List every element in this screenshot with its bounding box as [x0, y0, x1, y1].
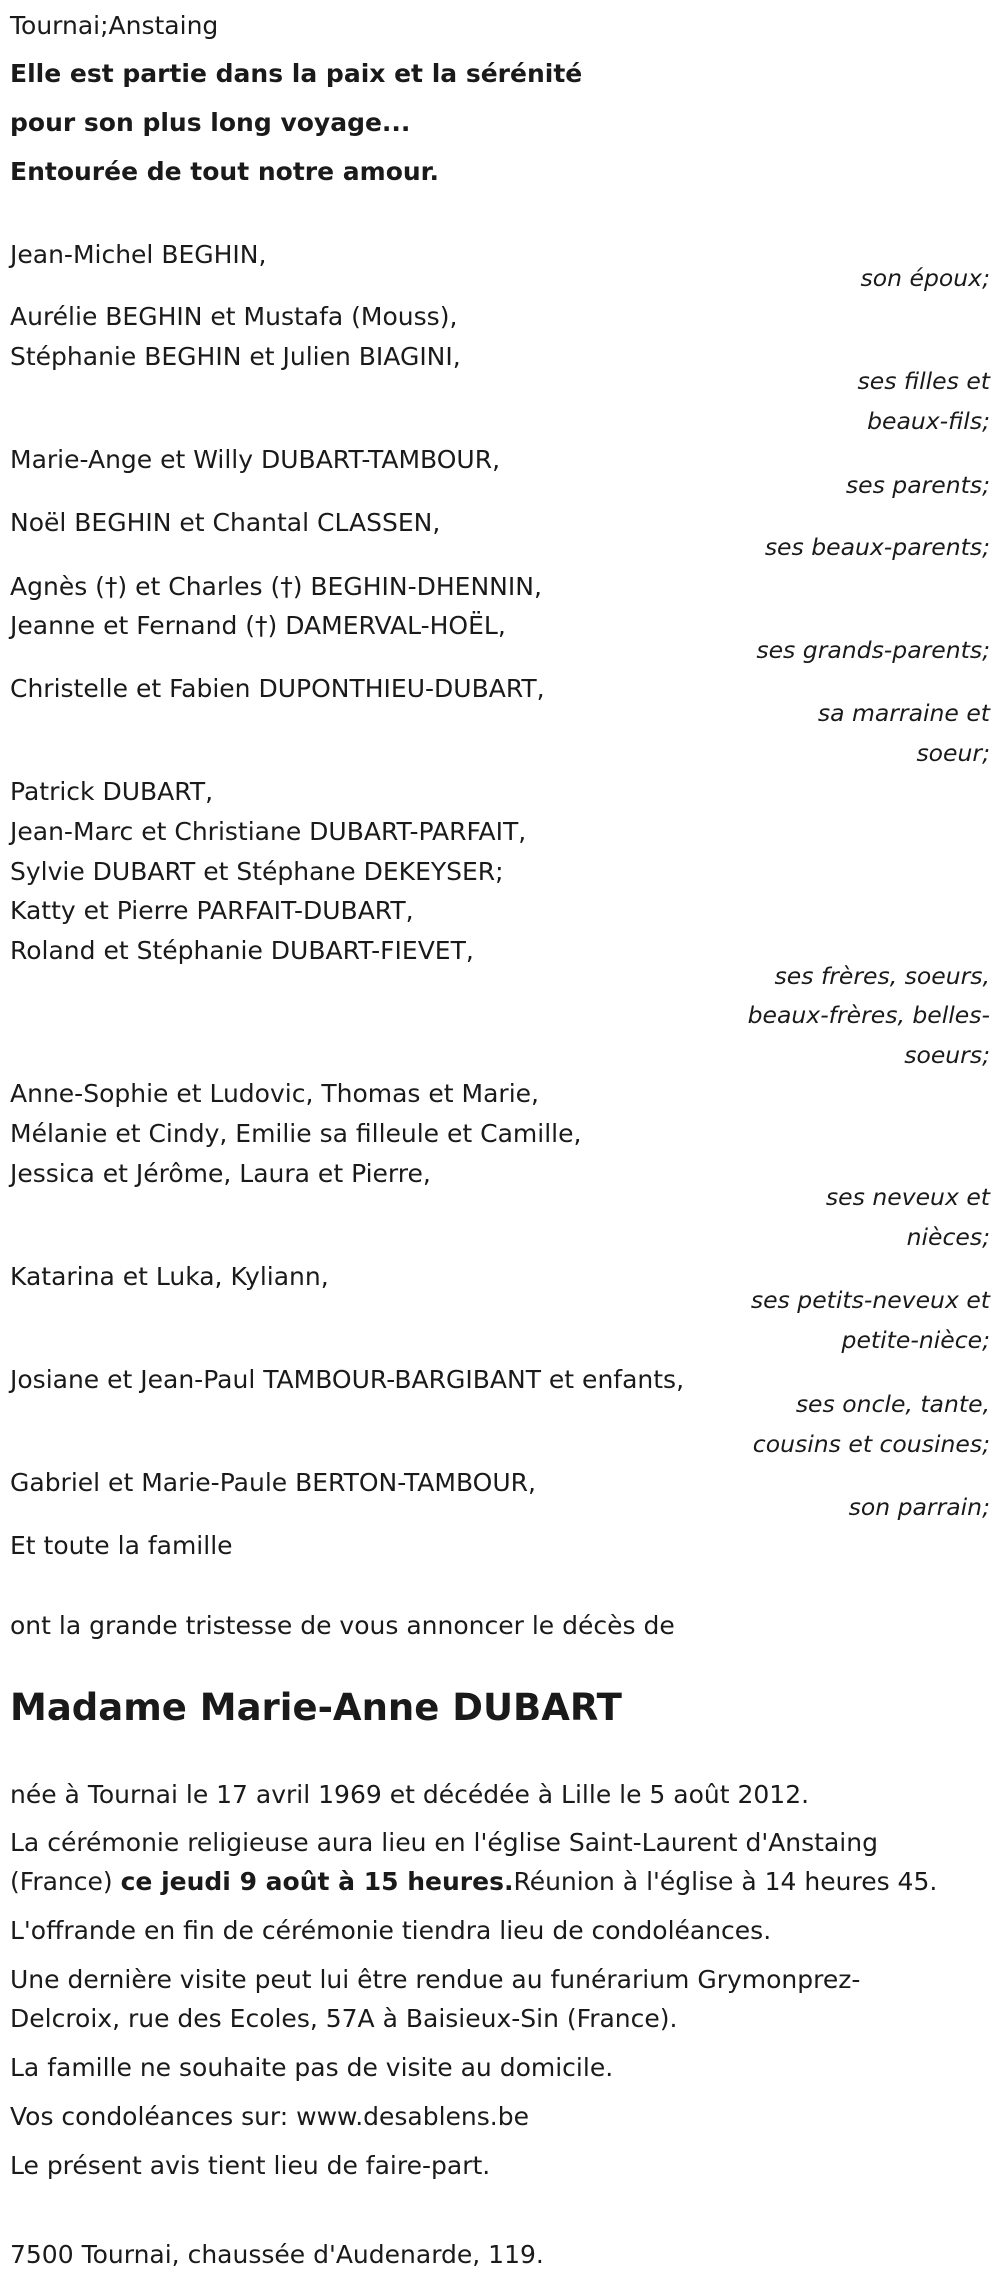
ceremony-line-2	[10, 1862, 937, 1902]
family-name: Anne-Sophie et Ludovic, Thomas et Marie,	[10, 1079, 539, 1108]
visit-line-2: Delcroix, rue des Ecoles, 57A à Baisieux-Sin (France).	[10, 2004, 678, 2033]
birth-death: née à Tournai le 17 avril 1969 et décédée à Lille le 5 août 2012.	[10, 1780, 810, 1809]
family-name: Jeanne et Fernand (†) DAMERVAL-HOËL,	[10, 611, 506, 640]
announcement: ont la grande tristesse de vous annoncer le décès de	[10, 1611, 675, 1640]
family-relation: ses grands-parents;	[756, 636, 990, 664]
family-relation: ses beaux-parents;	[764, 533, 990, 561]
family-relation: sa marraine et	[817, 699, 990, 727]
family-relation: ses petits-neveux et	[750, 1286, 990, 1314]
family-name: Agnès (†) et Charles (†) BEGHIN-DHENNIN,	[10, 572, 542, 601]
intro-line-3: Entourée de tout notre amour.	[10, 157, 439, 186]
closing-family: Et toute la famille	[10, 1531, 233, 1560]
family-name: Jessica et Jérôme, Laura et Pierre,	[10, 1159, 431, 1188]
family-relation: ses frères, soeurs,	[774, 962, 990, 990]
intro-line-2: pour son plus long voyage...	[10, 108, 411, 137]
visit-line-1: Une dernière visite peut lui être rendue au funérarium Grymonprez-	[10, 1965, 861, 1994]
family-name: Christelle et Fabien DUPONTHIEU-DUBART,	[10, 674, 545, 703]
address: 7500 Tournai, chaussée d'Audenarde, 119.	[10, 2240, 544, 2269]
family-relation: ses filles et	[857, 367, 990, 395]
offering: L'offrande en fin de cérémonie tiendra lieu de condoléances.	[10, 1916, 772, 1945]
ceremony-date: ce jeudi 9 août à 15 heures.	[120, 1867, 514, 1896]
family-relation: soeurs;	[904, 1041, 990, 1069]
family-name: Stéphanie BEGHIN et Julien BIAGINI,	[10, 342, 461, 371]
family-relation: ses parents;	[845, 471, 990, 499]
family-relation: soeur;	[916, 739, 990, 767]
ceremony-gathering: Réunion à l'église à 14 heures 45.	[513, 1867, 938, 1896]
condolences: Vos condoléances sur: www.desablens.be	[10, 2102, 529, 2131]
family-name: Jean-Michel BEGHIN,	[10, 240, 267, 269]
family-name: Patrick DUBART,	[10, 777, 214, 806]
family-name: Noël BEGHIN et Chantal CLASSEN,	[10, 508, 441, 537]
family-name: Jean-Marc et Christiane DUBART-PARFAIT,	[10, 817, 527, 846]
family-relation: ses oncle, tante,	[795, 1390, 990, 1418]
family-relation: ses neveux et	[825, 1183, 990, 1211]
family-relation: cousins et cousines;	[752, 1430, 990, 1458]
family-relation: son parrain;	[848, 1493, 990, 1521]
family-name: Marie-Ange et Willy DUBART-TAMBOUR,	[10, 445, 501, 474]
ceremony-line-1: La cérémonie religieuse aura lieu en l'église Saint-Laurent d'Anstaing	[10, 1828, 878, 1857]
notice: Le présent avis tient lieu de faire-part.	[10, 2151, 491, 2180]
family-name: Gabriel et Marie-Paule BERTON-TAMBOUR,	[10, 1468, 536, 1497]
family-relation: nièces;	[906, 1223, 990, 1251]
family-name: Josiane et Jean-Paul TAMBOUR-BARGIBANT et enfants,	[10, 1365, 685, 1394]
family-name: Sylvie DUBART et Stéphane DEKEYSER;	[10, 857, 504, 886]
ceremony-prefix: (France)	[10, 1867, 121, 1896]
location-line: Tournai;Anstaing	[10, 11, 219, 40]
deceased-name: Madame Marie-Anne DUBART	[10, 1686, 622, 1729]
family-relation: beaux-frères, belles-	[747, 1001, 990, 1029]
family-name: Katarina et Luka, Kyliann,	[10, 1262, 329, 1291]
family-relation: beaux-fils;	[867, 407, 990, 435]
family-relation: son époux;	[860, 264, 990, 292]
family-name: Katty et Pierre PARFAIT-DUBART,	[10, 896, 414, 925]
family-name: Mélanie et Cindy, Emilie sa filleule et Camille,	[10, 1119, 582, 1148]
home-visit: La famille ne souhaite pas de visite au domicile.	[10, 2053, 614, 2082]
intro-line-1: Elle est partie dans la paix et la sérénité	[10, 59, 583, 88]
family-relation: petite-nièce;	[841, 1326, 990, 1354]
family-name: Roland et Stéphanie DUBART-FIEVET,	[10, 936, 474, 965]
family-name: Aurélie BEGHIN et Mustafa (Mouss),	[10, 302, 458, 331]
